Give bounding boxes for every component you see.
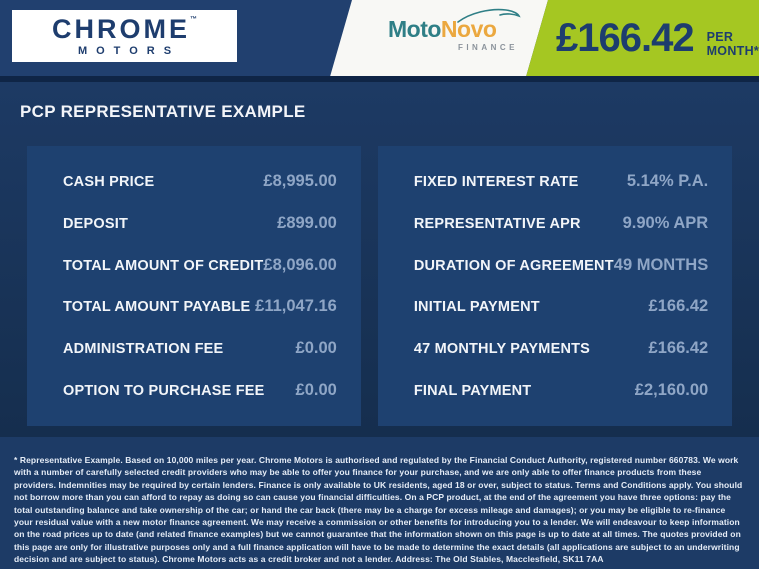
row-label: INITIAL PAYMENT <box>413 299 540 316</box>
row-value: 9.90% APR <box>622 213 709 232</box>
finance-row <box>414 339 708 358</box>
finance-row <box>63 214 337 233</box>
row-label: DEPOSIT <box>63 215 129 232</box>
motonovo-novo-text: Novo <box>440 16 497 42</box>
row-label: REPRESENTATIVE APR <box>413 215 581 232</box>
finance-row <box>414 381 708 400</box>
row-label: FIXED INTEREST RATE <box>413 174 579 190</box>
row-label: OPTION TO PURCHASE FEE <box>63 382 265 399</box>
row-value: £166.42 <box>648 297 709 316</box>
motonovo-finance-text: FINANCE <box>457 43 518 52</box>
finance-row <box>63 297 337 316</box>
finance-row <box>63 172 337 191</box>
row-value: £8,096.00 <box>263 255 337 274</box>
row-label: TOTAL AMOUNT OF CREDIT <box>63 257 264 274</box>
motonovo-moto-text: Moto <box>388 16 441 42</box>
row-label: TOTAL AMOUNT PAYABLE <box>63 299 251 316</box>
row-value: 49 MONTHS <box>613 255 709 274</box>
finance-panels <box>27 146 732 426</box>
finance-row <box>414 172 708 191</box>
finance-row <box>63 339 337 358</box>
monthly-price <box>556 0 759 76</box>
header-banner <box>0 0 759 76</box>
row-label: ADMINISTRATION FEE <box>63 341 224 358</box>
finance-row <box>414 297 708 316</box>
row-label: DURATION OF AGREEMENT <box>413 257 614 274</box>
disclaimer-footer <box>0 437 759 569</box>
row-value: £0.00 <box>295 339 337 358</box>
finance-row <box>414 214 708 233</box>
car-swoosh-icon <box>456 7 522 25</box>
row-value: £11,047.16 <box>255 297 337 316</box>
dealer-logo <box>12 10 237 62</box>
row-label: 47 MONTHLY PAYMENTS <box>413 341 591 358</box>
row-value: £2,160.00 <box>634 380 709 399</box>
page-title: PCP REPRESENTATIVE EXAMPLE <box>20 102 306 121</box>
dealer-logo-name <box>52 13 197 44</box>
row-label: CASH PRICE <box>63 174 155 190</box>
row-label: FINAL PAYMENT <box>413 382 532 399</box>
finance-panel-right <box>378 146 732 426</box>
trademark-symbol: ™ <box>190 15 197 23</box>
row-value: 5.14% P.A. <box>626 172 709 190</box>
row-value: £166.42 <box>648 339 709 358</box>
monthly-price-suffix: PER MONTH* <box>706 30 759 58</box>
monthly-price-amount: £166.42 <box>556 15 694 60</box>
row-value: £899.00 <box>277 213 337 232</box>
finance-row <box>414 256 708 275</box>
row-value: £0.00 <box>295 380 337 399</box>
motonovo-finance-logo <box>388 18 518 52</box>
finance-example-section <box>0 82 759 437</box>
disclaimer-text: * Representative Example. Based on 10,000 miles per year. Chrome Motors is authorised and regulated by the Financial Conduct Authority, registered number 660783. We work with a number of carefully selected credit providers who may be able to offer you finance for your purchase, and we are only able to offer finance products from these providers. Indemnities may be required by certain lenders. Finance is only available to UK residents, aged 18 or over, subject to status. Terms and Conditions apply. You should not borrow more than you can afford to repay as doing so can cause you financial difficulties. On a PCP product, at the end of the agreement you have three options: pay the total outstanding balance and take ownership of the car; or hand the car back (there may be a charge for excess mileage and damages); or you may be eligible to re-finance your residual value with a new motor finance agreement. We may receive a commission or other benefits for introducing you to a lender. We will endeavour to keep information on the road prices up to date (and related finance examples) but we cannot guarantee that the information shown on this page is up to date at all times. The quotes provided on this page are only for illustrative purposes only and a full finance application will have to be made to determine the exact details (all applications are subject to an underwriting decision and are subject to status). Chrome Motors acts as a credit broker and not a lender. Address: The Old Stables, Macclesfield, SK11 7AA <box>14 455 743 565</box>
finance-row <box>63 256 337 275</box>
dealer-logo-subname: MOTORS <box>77 44 181 57</box>
finance-row <box>63 381 337 400</box>
dealer-name-text: CHROME <box>52 13 190 44</box>
finance-panel-left <box>27 146 361 426</box>
row-value: £8,995.00 <box>263 172 337 190</box>
